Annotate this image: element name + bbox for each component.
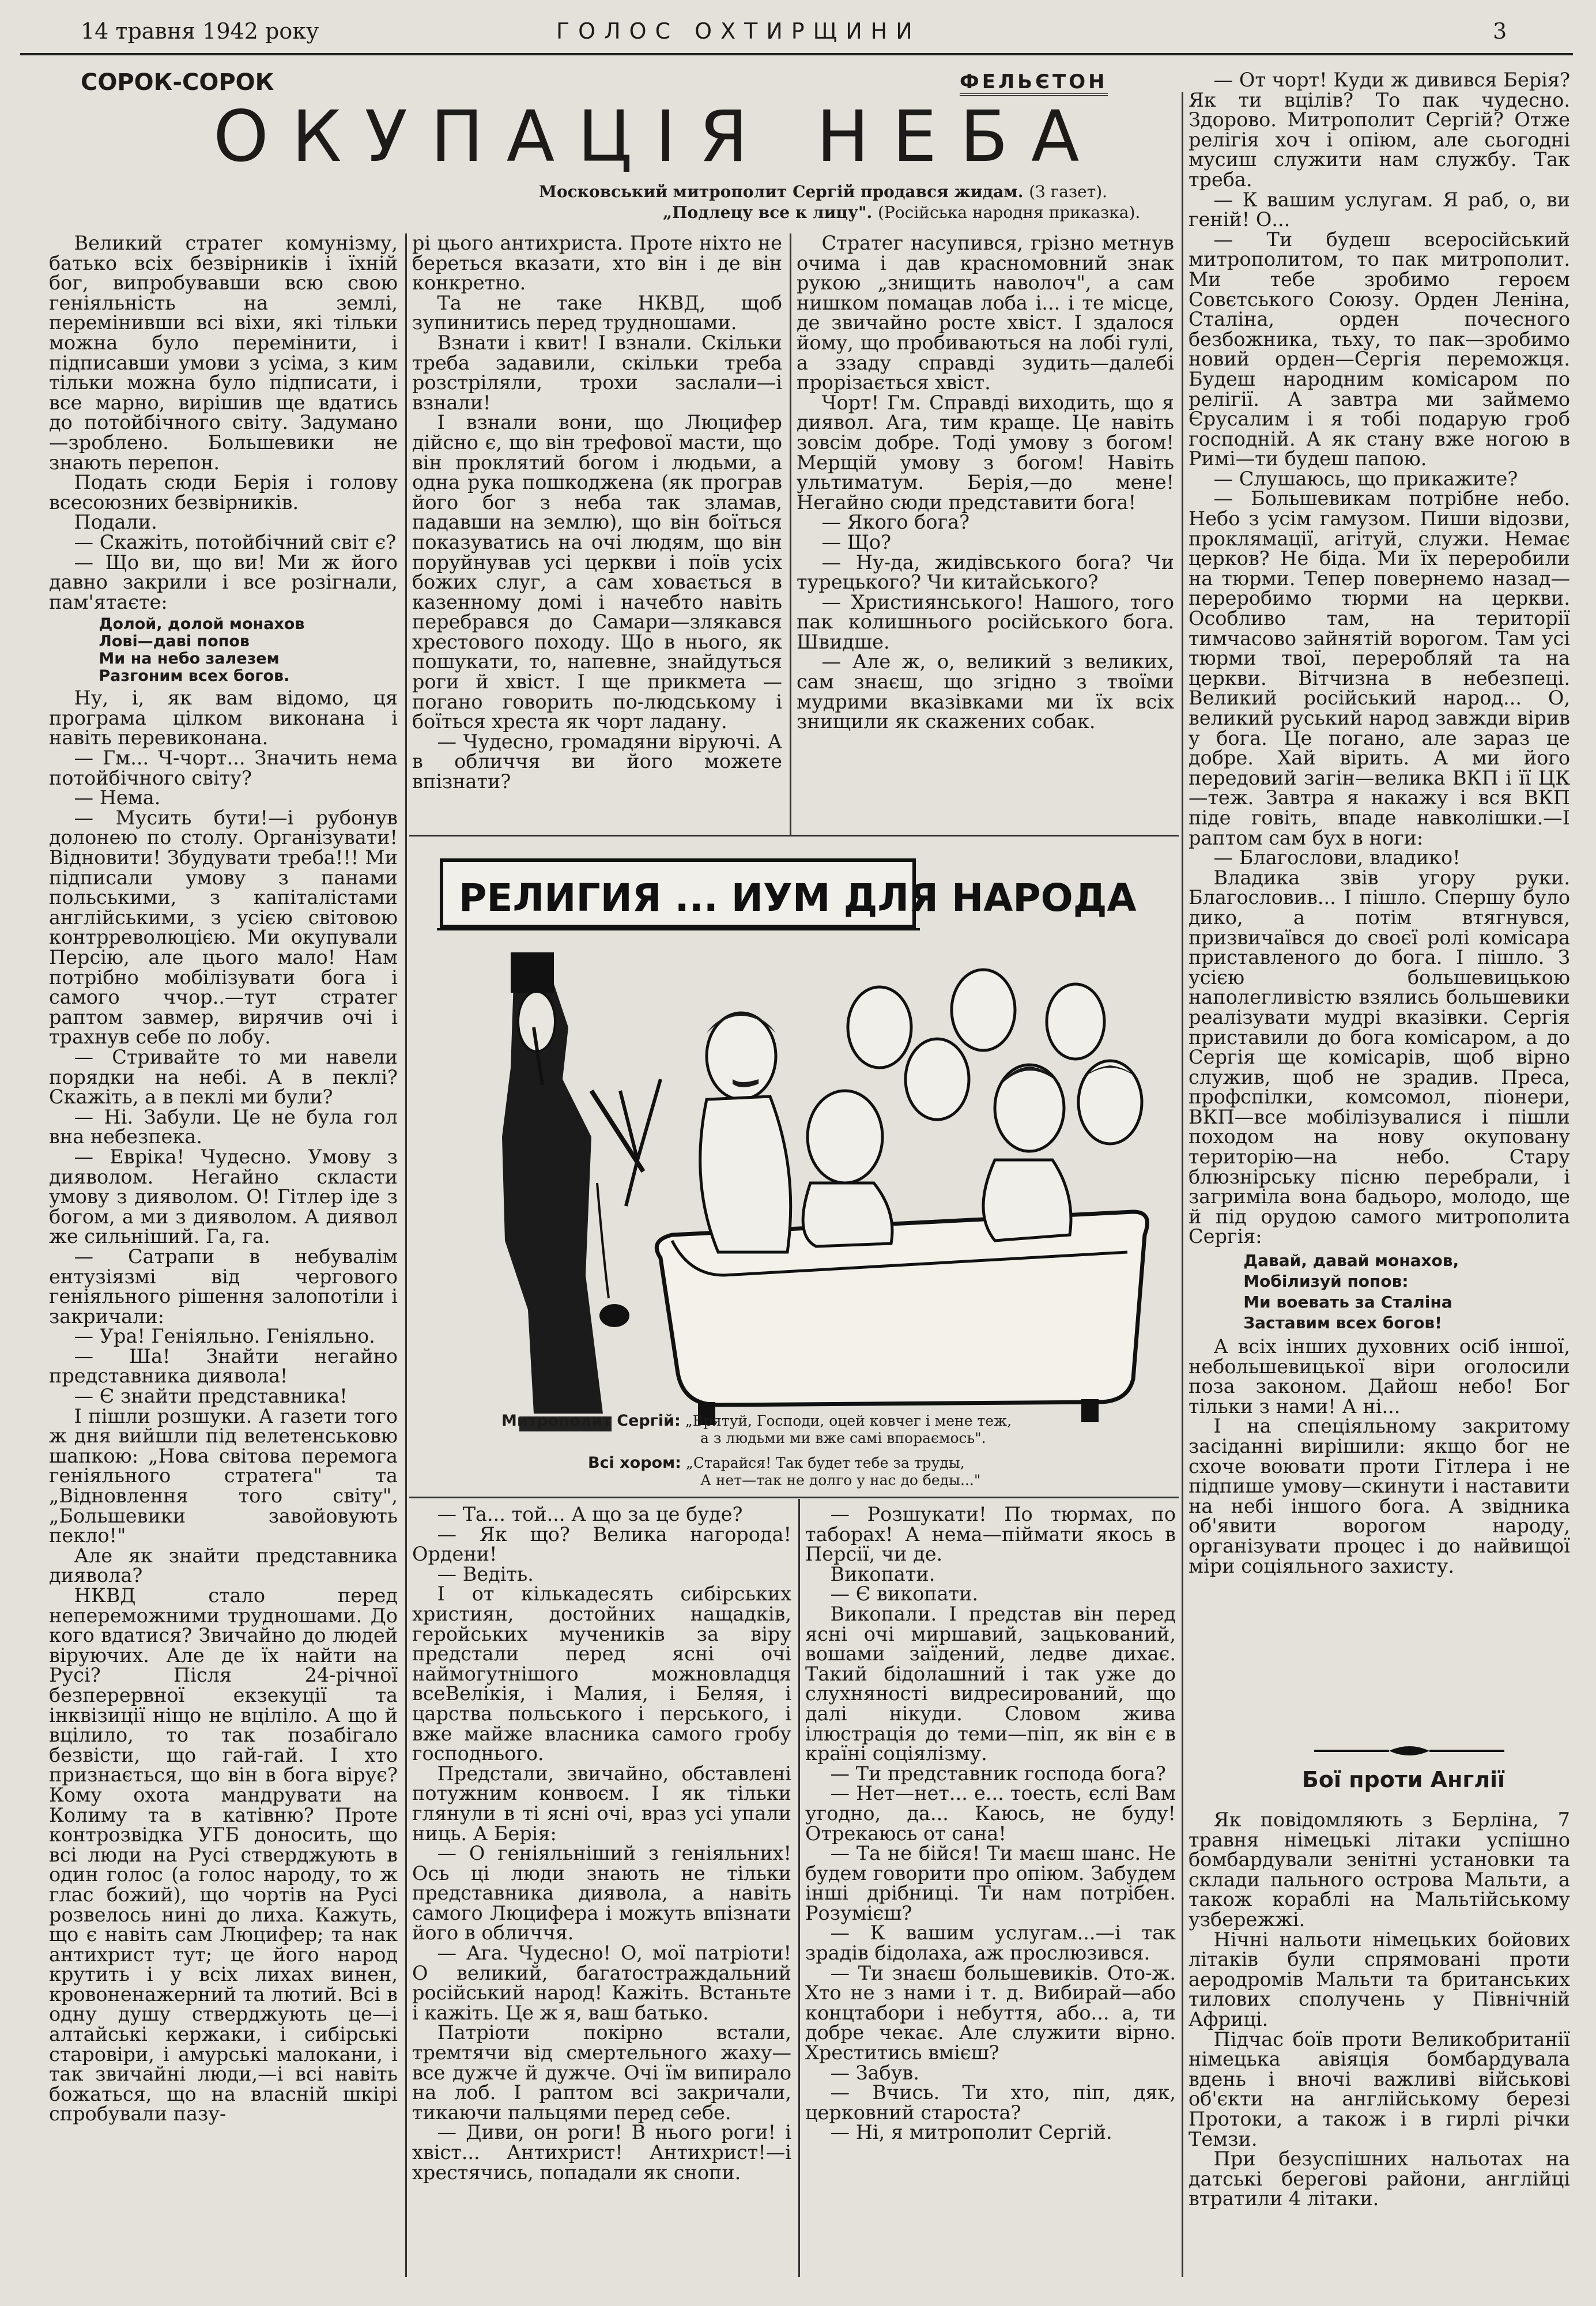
- section-rule: [409, 1497, 1179, 1498]
- paragraph: Великий стратег комунізму, батько всіх безвірників і їхній бог, випробувавши всю свою геніяльність на землі, перемінивши всі віхи, які тільки можна було перемінити, і підписавши умови з усіма, з ким тільки можна було підписати, і все марно, вирішив ще вдатись до потойбічного світу. Задумано—зроблено. Большевики не знають перепон.: [49, 233, 398, 474]
- caption-line: „Врятуй, Господи, оцей ковчег і мене теж,: [685, 1412, 1012, 1429]
- caption-line: „Старайся! Так будет тебе за труды,: [685, 1455, 965, 1471]
- paragraph: рі цього антихриста. Проте ніхто не береться вказати, хто він і де він конкретно.: [412, 233, 782, 295]
- paragraph: — Слушаюсь, що прикажите?: [1213, 467, 1518, 490]
- rubric: СОРОК-СОРОК: [81, 69, 274, 96]
- crowd-in-bathtub: [700, 970, 1142, 1252]
- paragraph: І от кількадесять сибірських християн, достойних нащадків, геройських мучеників за віру предстали перед ясні очі наймогутнішого можновладця всеВелікія, і Малия, і Беляя, і царства польського і перського, і вже майже власника самого гробу господнього.: [412, 1582, 791, 1765]
- column-5: [412, 1505, 791, 2289]
- satirical-cartoon: [418, 837, 1174, 1448]
- paragraph: Стратег насупився, грізно метнув очима і дав красномовний знак рукою „знищить наволоч", а сам нишком помацав лоба і... і те місце, де звичайно росте хвіст. І здалося йому, що пробиваються на лобі гулі, а ззаду справді зудить—далебі прорізається хвіст.: [797, 233, 1174, 394]
- epigraph-1: [539, 182, 1107, 201]
- paragraph: — К вашим услугам. Я раб, о, ви геній! О...: [1188, 188, 1570, 231]
- verse-line: Заставим всех богов!: [1243, 1313, 1442, 1333]
- paragraph: НКВД стало перед непереможними трудношами. До кого вдатися? Звичайно до людей віруючих. Але де їх найти на Русі? Після 24-річної безперервної екзекуції та інквізиції ніщо не вціліло. А що й вцілило, то так позабігало безвісти, що гай-гай. І хто признається, що він в бога вірує? Кому охота мандрувати на Колиму та в катівню? Проте контрозвідка УГБ доносить, що всі люди на Русі стверджують в один голос (а голос народу, то ж глас божий), що чортів на Русі розвелось нині до лиха. Кажуть, що є навіть сам Люцифер; та нак антихрист тут; це його народ крутить і у всіх лихах винен, кровоненажерний та лютий. Всі в одну душу стверджують це—і алтайські кержаки, і сибірські старовіри, і амурські малокани, і так звичайні люди,—і всі навіть божаться, що на власній шкірі спробували пазу-: [49, 1584, 398, 2126]
- paragraph: Але як знайти представника диявола?: [49, 1544, 398, 1587]
- caption-speaker: Митрополит Сергій:: [501, 1412, 681, 1430]
- verse-line: Разгоним всех богов.: [99, 667, 290, 685]
- caption-speaker: Всі хором:: [588, 1454, 681, 1472]
- paragraph: Викопати.: [830, 1562, 935, 1585]
- verse-line: Ми на небо залезем: [99, 650, 280, 668]
- paragraph: — Як що? Велика нагорода! Ордени!: [412, 1523, 791, 1566]
- column-rule: [1182, 92, 1183, 2277]
- column-rule: [405, 233, 407, 2277]
- news-title: Бої проти Англії: [1301, 1767, 1506, 1792]
- paragraph: — Ша! Знайти негайно представника диявола!: [49, 1344, 398, 1388]
- column-rule: [798, 1499, 800, 2277]
- paragraph: — Що ви, що ви! Ми ж його давно закрили і все розігнали, пам'ятаєте:: [49, 551, 398, 613]
- paragraph: Подать сюди Берія і голову всесоюзних безвірників.: [49, 471, 398, 514]
- paragraph: — Якого бога?: [821, 511, 970, 534]
- paragraph: — Ти представник господа бога?: [830, 1762, 1166, 1785]
- verse-line: Мобілизуй попов:: [1243, 1272, 1409, 1291]
- page-number: 3: [1493, 18, 1507, 44]
- paragraph: — Чудесно, громадяни віруючі. А в обличчя ви його можете впізнати?: [412, 730, 782, 793]
- paragraph: Подали.: [74, 511, 157, 534]
- cartoon-caption-1b: [700, 1430, 986, 1447]
- verse-line: Лові—даві попов: [99, 632, 250, 651]
- paragraph: Ну, і, як вам відомо, ця програма цілком виконана і навіть перевиконана.: [49, 687, 398, 749]
- issue-date: 14 травня 1942 року: [81, 18, 319, 44]
- paragraph: — Стривайте то ми навели порядки на небі. А в пеклі? Скажіть, а в пеклі ми були?: [49, 1045, 398, 1109]
- paragraph: — Забув.: [830, 2061, 919, 2084]
- verse-block: [1188, 1250, 1570, 1333]
- paragraph: — Сатрапи в небувалім ентузіязмі від чергового геніяльного рішення залопотіли і закричали:: [49, 1245, 398, 1328]
- paragraph: Нічні нальоти німецьких бойових літаків були спрямовані проти аеродромів Мальти та британських тилових сполучень у Північній Африці.: [1188, 1928, 1570, 2030]
- paragraph: При безуспішних нальотах на датські берегові райони, англійці втратили 4 літаки.: [1188, 2147, 1570, 2210]
- paragraph: — Гм... Ч-чорт... Значить нема потойбічного світу?: [49, 747, 398, 789]
- feuilleton-title: ОКУПАЦІЯ НЕБА: [213, 96, 1103, 178]
- paragraph: — Християнського! Нашого, того пак колишнього російського бога. Швидше.: [797, 590, 1174, 653]
- paragraph: Предстали, звичайно, обставлені потужним конвоєм. І як тільки глянули в ті ясні очі, враз усі упали ниць. А Берія:: [412, 1762, 791, 1845]
- caption-line: А нет—так не долго у нас до беды...": [700, 1472, 981, 1489]
- paragraph: Владика звів угору руки. Благословив... І пішло. Спершу було дико, а потім втягнувся, призвичаївся до своєї ролі комісара приставленого до бога. І пішло. З усією большевицькою наполегливістю взялись большевики реалізувати мудрі вказівки. Сергія приставили до бога комісаром, а до Сергія ще комісарів, щоб вірно служив, щоб не зрадив. Преса, профспілки, комсомол, піонери, ВКП—все мобілізувалися і пішли походом на нову окуповану територію—на небо. Стару блюзнірську пісню перебрали, і загриміла вона бадьоро, молодо, ще й під орудою самого митрополита Сергія:: [1188, 866, 1570, 1248]
- paragraph: — К вашим услугам...—і так зрадів бідолаха, аж прослюзився.: [805, 1921, 1176, 1965]
- cartoon-banner: [437, 860, 1137, 929]
- paragraph: — Большевикам потрібне небо. Небо з усім гамузом. Пиши відозви, проклямації, агітуй, служи. Немає церков? Не біда. Ми їх переробили на тюрми. Тепер повернемо назад—переробимо тюрми на церкви. Особливо там, на території тимчасово зайнятій ворогом. Там усі тюрми твої, переробляй та на церкви. Вітчизна в небезпеці. Великий російський народ... О, великий руський народ завжди вірив у бога. Це погано, але зараз це добре. Хай вірить. А ми його передовий загін—велика ВКП і її ЦК—теж. Завтра я накажу і вся ВКП піде говіть, впаде навколішки.—І раптом сам бух в ноги:: [1188, 487, 1570, 849]
- cartoon-caption-2: [588, 1455, 965, 1472]
- column-2: [412, 233, 782, 833]
- paragraph: — Розшукати! По тюрмах, по таборах! А нема—піймати якось в Персії, чи де.: [805, 1505, 1176, 1566]
- paragraph: — Ура! Геніяльно. Геніяльно.: [74, 1325, 375, 1348]
- paragraph: — Є знайти представника!: [74, 1385, 348, 1408]
- epigraph-1-text: Московський митрополит Сергій продався жидам.: [539, 182, 1024, 201]
- paragraph: Чорт! Гм. Справді виходить, що я диявол. Ага, тим краще. Це навіть зовсім добре. Тоді умову з богом! Мерщій умову з богом! Навіть ультиматум. Берія,—до мене! Негайно сюди представити бога!: [797, 391, 1174, 514]
- cartoon-banner-text: РЕЛИГИЯ ... ИУМ ДЛЯ НАРОДА: [459, 876, 1137, 920]
- paragraph: Викопали. І представ він перед ясні очі миршавий, зацькований, вошами заїдений, ледве дихає. Такий бідолашний і так уже до слухняності видресирований, що далі нікуди. Словом жива ілюстрація до теми—піп, як він є в країні соціялізму.: [805, 1602, 1176, 1765]
- paragraph: А всіх інших духовних осіб іншої, небольшевицької віри оголосили поза законом. Дайош небо! Бог тільки з нами! А ні...: [1188, 1335, 1570, 1418]
- paragraph: Патріоти покірно встали, тремтячи від смертельного жаху—все дужче й дужче. Очі їм випирало на лоб. І раптом всі закричали, тикаючи пальцями перед себе.: [412, 2021, 791, 2124]
- verse-line: Ми воевать за Сталіна: [1243, 1293, 1452, 1312]
- paragraph: І пішли розшуки. А газети того ж дня вийшли під велетенськовю шапкою: „Нова світова перемога геніяльного стратега" та „Відновлення того світу", „Большевики завойовують пекло!": [49, 1404, 398, 1547]
- paragraph: — Мусить бути!—і рубонув долонею по столу. Організувати! Відновити! Збудувати треба!!! Ми підписали умову з панами польськими, з капіталістами англійськими, з усією світовою контрреволюцією. Ми окупували Персію, але цього мало! Нам потрібно мобілізувати бога і самого ччор..—тут стратег раптом завмер, вирячив очі і трахнув себе по лобу.: [49, 806, 398, 1049]
- cartoon-caption-1: [501, 1412, 1012, 1430]
- verse-line: Давай, давай монахов,: [1243, 1251, 1459, 1271]
- column-4: [1188, 70, 1570, 1734]
- epigraph-2-text: „Подлецу все к лицу".: [663, 203, 873, 222]
- epigraph-1-source: (З газет).: [1029, 182, 1108, 201]
- paragraph: Як повідомляють з Берліна, 7 травня німецькі літаки успішно бомбардували зенітні установки та склади пального острова Мальти, а також кораблі на Мальтійському узбережжі.: [1188, 1810, 1570, 1931]
- paragraph: — Нет—нет... е... тоесть, єслі Вам угодно, да... Каюсь, не буду! Отрекаюсь от сана!: [805, 1782, 1176, 1845]
- paragraph: Взнати і квит! І взнали. Скільки треба задавили, скільки треба розстріляли, трохи заслали—і взнали!: [412, 331, 782, 414]
- epigraph-2: [663, 203, 1140, 222]
- paragraph: — Що?: [821, 530, 892, 553]
- epigraph-2-source: (Російська народня приказка).: [878, 203, 1141, 222]
- newspaper-masthead: ГОЛОС ОХТИРЩИНИ: [556, 18, 921, 44]
- paragraph: — Ти знаєш большевиків. Ото-ж. Хто не з нами і т. д. Вибирай—або концтабори і небуття, або... а, ти добре чекає. Але служити вірно. Хреститись вмієш?: [805, 1961, 1176, 2064]
- paragraph: І взнали вони, що Люцифер дійсно є, що він трефової масти, що він проклятий богом і людьми, а одна рука пошкоджена (як програв його бог з неба так зламав, падавши на землю), що він боїться показуватись на очі людям, що він поруйнував усі церкви і поїв усіх божих слуг, а сам ховається в казенному домі і начебто навіть перебрався до Самари—злякався хрестового походу. Що в нього, як пошукати, то, напевне, знайдуться роги й хвіст. І ще прикмета — погано говорить по-людському і боїться хреста як чорт ладану.: [412, 411, 782, 733]
- paragraph: — Але ж, о, великий з великих, сам знаєш, що згідно з твоїми мудрими вказівками ми їх всіх знищили як скажених собак.: [797, 650, 1174, 733]
- news-column: [1188, 1810, 1570, 2289]
- paragraph: — Скажіть, потойбічний світ є?: [74, 530, 397, 553]
- paragraph: — Та не бійся! Ти маєш шанс. Не будем говорити про опіюм. Забудем інші дрібниці. Ти нам потрібен. Розумієш?: [805, 1842, 1176, 1924]
- paragraph: — Нема.: [74, 786, 161, 809]
- paragraph: — Благослови, владико!: [1213, 846, 1461, 869]
- paragraph: — Є викопати.: [830, 1582, 979, 1606]
- paragraph: — Вчись. Ти хто, піп, дяк, церковний староста?: [805, 2081, 1176, 2124]
- paragraph: Та не таке НКВД, щоб зупинитись перед трудношами.: [412, 291, 782, 334]
- paragraph: — Ага. Чудесно! О, мої патріоти! О великий, багатостраждальний російський народ! Кажіть. Встаньте і кажіть. Це ж я, ваш батько.: [412, 1942, 791, 2024]
- paragraph: — Ведіть.: [437, 1562, 534, 1585]
- paragraph: І на спеціяльному закритому засіданні вирішили: якщо бог не схоче воювати проти Гітлера і не підпише умову—скинути і наставити на небі іншого бога. А звідника об'явити ворогом народу, організувати процес і до найвищої міри соціяльного захисту.: [1188, 1415, 1570, 1577]
- paragraph: — От чорт! Куди ж дивився Берія? Як ти вцілів? То пак чудесно. Здорово. Митрополит Сергій? Отже релігія хоч і опіюм, але сьогодні мусиш служити нам службу. Так треба.: [1188, 70, 1570, 191]
- column-6: [805, 1505, 1176, 2289]
- ornament-divider: [1314, 1744, 1504, 1758]
- cartoon-caption-2b: [700, 1472, 980, 1489]
- column-rule: [790, 233, 791, 836]
- verse-block: [49, 616, 398, 685]
- paragraph: — О геніяльніший з геніяльних! Ось ці люди знають не тільки представника диявола, а навіть самого Люцифера і можуть впізнати його в обличчя.: [412, 1842, 791, 1945]
- paragraph: — Та... той... А що за це буде?: [437, 1505, 743, 1525]
- paragraph: — Ні, я митрополит Сергій.: [830, 2121, 1112, 2144]
- paragraph: — Ні. Забули. Це не була гол вна небезпека.: [49, 1105, 398, 1148]
- column-1: [49, 233, 398, 2289]
- paragraph: — Ну-да, жидівського бога? Чи турецького? Чи китайського?: [797, 551, 1174, 594]
- paragraph: Підчас боїв проти Великобританії німецька авіяція бомбардувала вдень і вночі важливі військові об'єкти на англійському березі Протоки, а також і в гирлі річки Темзи.: [1188, 2028, 1570, 2150]
- verse-line: Долой, долой монахов: [99, 615, 305, 634]
- paragraph: — Диви, он роги! В нього роги! і хвіст... Антихрист! Антихрист!—і хрестячись, попадали як снопи.: [412, 2121, 791, 2184]
- header-rule: [20, 53, 1573, 55]
- caption-line: а з людьми ми вже самі впораємось".: [700, 1430, 986, 1446]
- metropolitan-figure: [502, 952, 661, 1431]
- genre-label: ФЕЛЬЄТОН: [960, 70, 1108, 96]
- cartoon-top-rule: [409, 835, 1179, 837]
- column-3: [797, 233, 1174, 833]
- paragraph: — Евріка! Чудесно. Умову з дияволом. Негайно скласти умову з дияволом. О! Гітлер іде з богом, а ми з дияволом. А диявол же сильніший. Га, га.: [49, 1145, 398, 1248]
- paragraph: — Ти будеш всеросійський митрополитом, то пак митрополит. Ми тебе зробимо героєм Совєтського Союзу. Орден Леніна, Сталіна, орден почесного безбожника, тьху, то пак—зробимо новий орден—Сергія переможця. Будеш народним комісаром по релігії. А завтра ми займемо Єрусалим і я тобі подарую гроб господній. А як стану вже ногою в Римі—ти будеш папою.: [1188, 228, 1570, 470]
